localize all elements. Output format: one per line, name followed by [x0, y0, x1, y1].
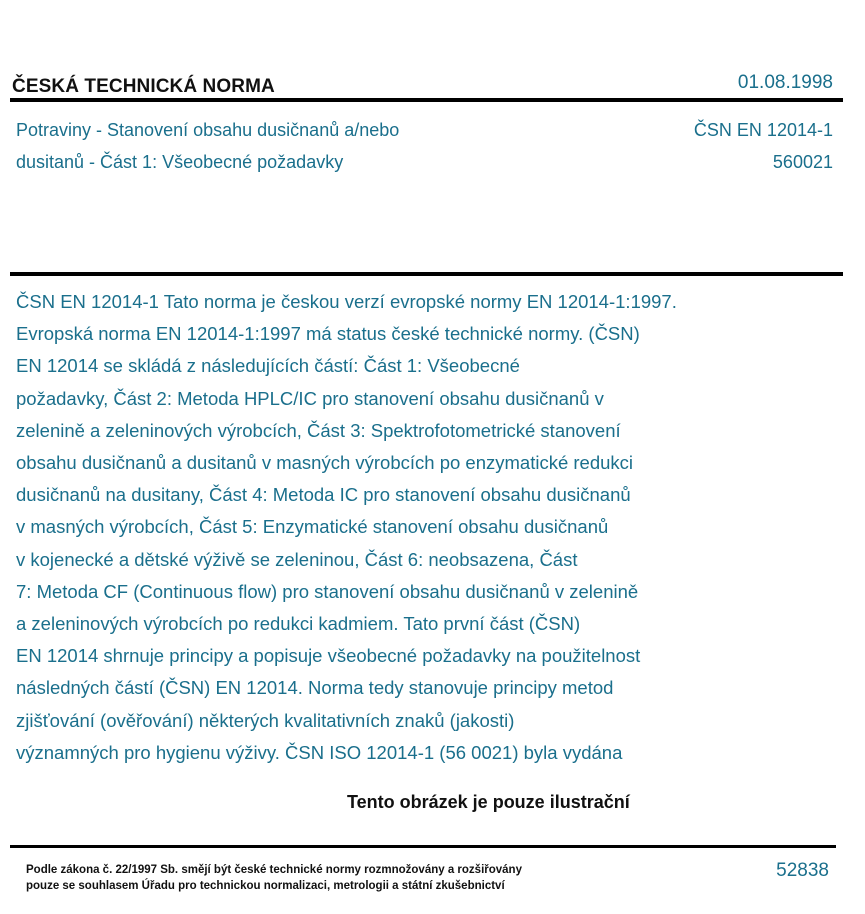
description-line: a zeleninových výrobcích po redukci kadmiem. Tato první část (ČSN) [16, 613, 581, 635]
description-line: EN 12014 shrnuje principy a popisuje všeobecné požadavky na použitelnost [16, 645, 641, 667]
footer-divider [10, 845, 836, 848]
description-line: dusičnanů na dusitany, Část 4: Metoda IC pro stanovení obsahu dusičnanů [16, 484, 631, 506]
legal-notice [26, 862, 522, 894]
subject-line: Potraviny - Stanovení obsahu dusičnanů a/nebo [16, 120, 400, 140]
header-divider [10, 98, 843, 102]
section-divider [10, 272, 843, 276]
description-line: zjišťování (ověřování) některých kvalitativních znaků (jakosti) [16, 709, 515, 731]
description-line: ČSN EN 12014-1 Tato norma je českou verzí evropské normy EN 12014-1:1997. [16, 291, 677, 312]
description-line: v kojenecké a dětské výživě se zeleninou, Část 6: neobsazena, Část [16, 548, 578, 570]
document-header-title: ČESKÁ TECHNICKÁ NORMA [12, 76, 275, 97]
publication-date: 01.08.1998 [737, 72, 833, 93]
description-line: EN 12014 se skládá z následujících částí: Část 1: Všeobecné [16, 355, 520, 377]
description-line: zelenině a zeleninových výrobcích, Část 3: Spektrofotometrické stanovení [16, 419, 621, 441]
classification-number: 560021 [772, 152, 833, 172]
legal-notice-line: pouze se souhlasem Úřadu pro technickou normalizaci, metrologii a státní zkušebnictví [26, 880, 505, 892]
catalog-number: 52838 [776, 860, 829, 881]
description-line: obsahu dusičnanů a dusitanů v masných výrobcích po enzymatické redukci [16, 452, 634, 474]
description-line: 7: Metoda CF (Continuous flow) pro stanovení obsahu dusičnanů v zelenině [16, 580, 639, 602]
description-line: následných částí (ČSN) EN 12014. Norma tedy stanovuje principy metod [16, 677, 614, 699]
subject-line: dusitanů - Část 1: Všeobecné požadavky [16, 152, 344, 172]
legal-notice-line: Podle zákona č. 22/1997 Sb. smějí být české technické normy rozmnožovány a rozšiřovány [26, 864, 522, 876]
illustration-notice: Tento obrázek je pouze ilustrační [347, 792, 630, 812]
description-line: požadavky, Část 2: Metoda HPLC/IC pro stanovení obsahu dusičnanů v [16, 387, 604, 409]
description-line: významných pro hygienu výživy. ČSN ISO 12014-1 (56 0021) byla vydána [16, 741, 623, 763]
description-line: Evropská norma EN 12014-1:1997 má status české technické normy. (ČSN) [16, 323, 640, 345]
standard-designation: ČSN EN 12014-1 [693, 120, 833, 140]
standard-subject [16, 114, 536, 178]
standard-codes [694, 114, 833, 178]
description-line: v masných výrobcích, Část 5: Enzymatické stanovení obsahu dusičnanů [16, 516, 609, 538]
standard-description [16, 286, 836, 769]
